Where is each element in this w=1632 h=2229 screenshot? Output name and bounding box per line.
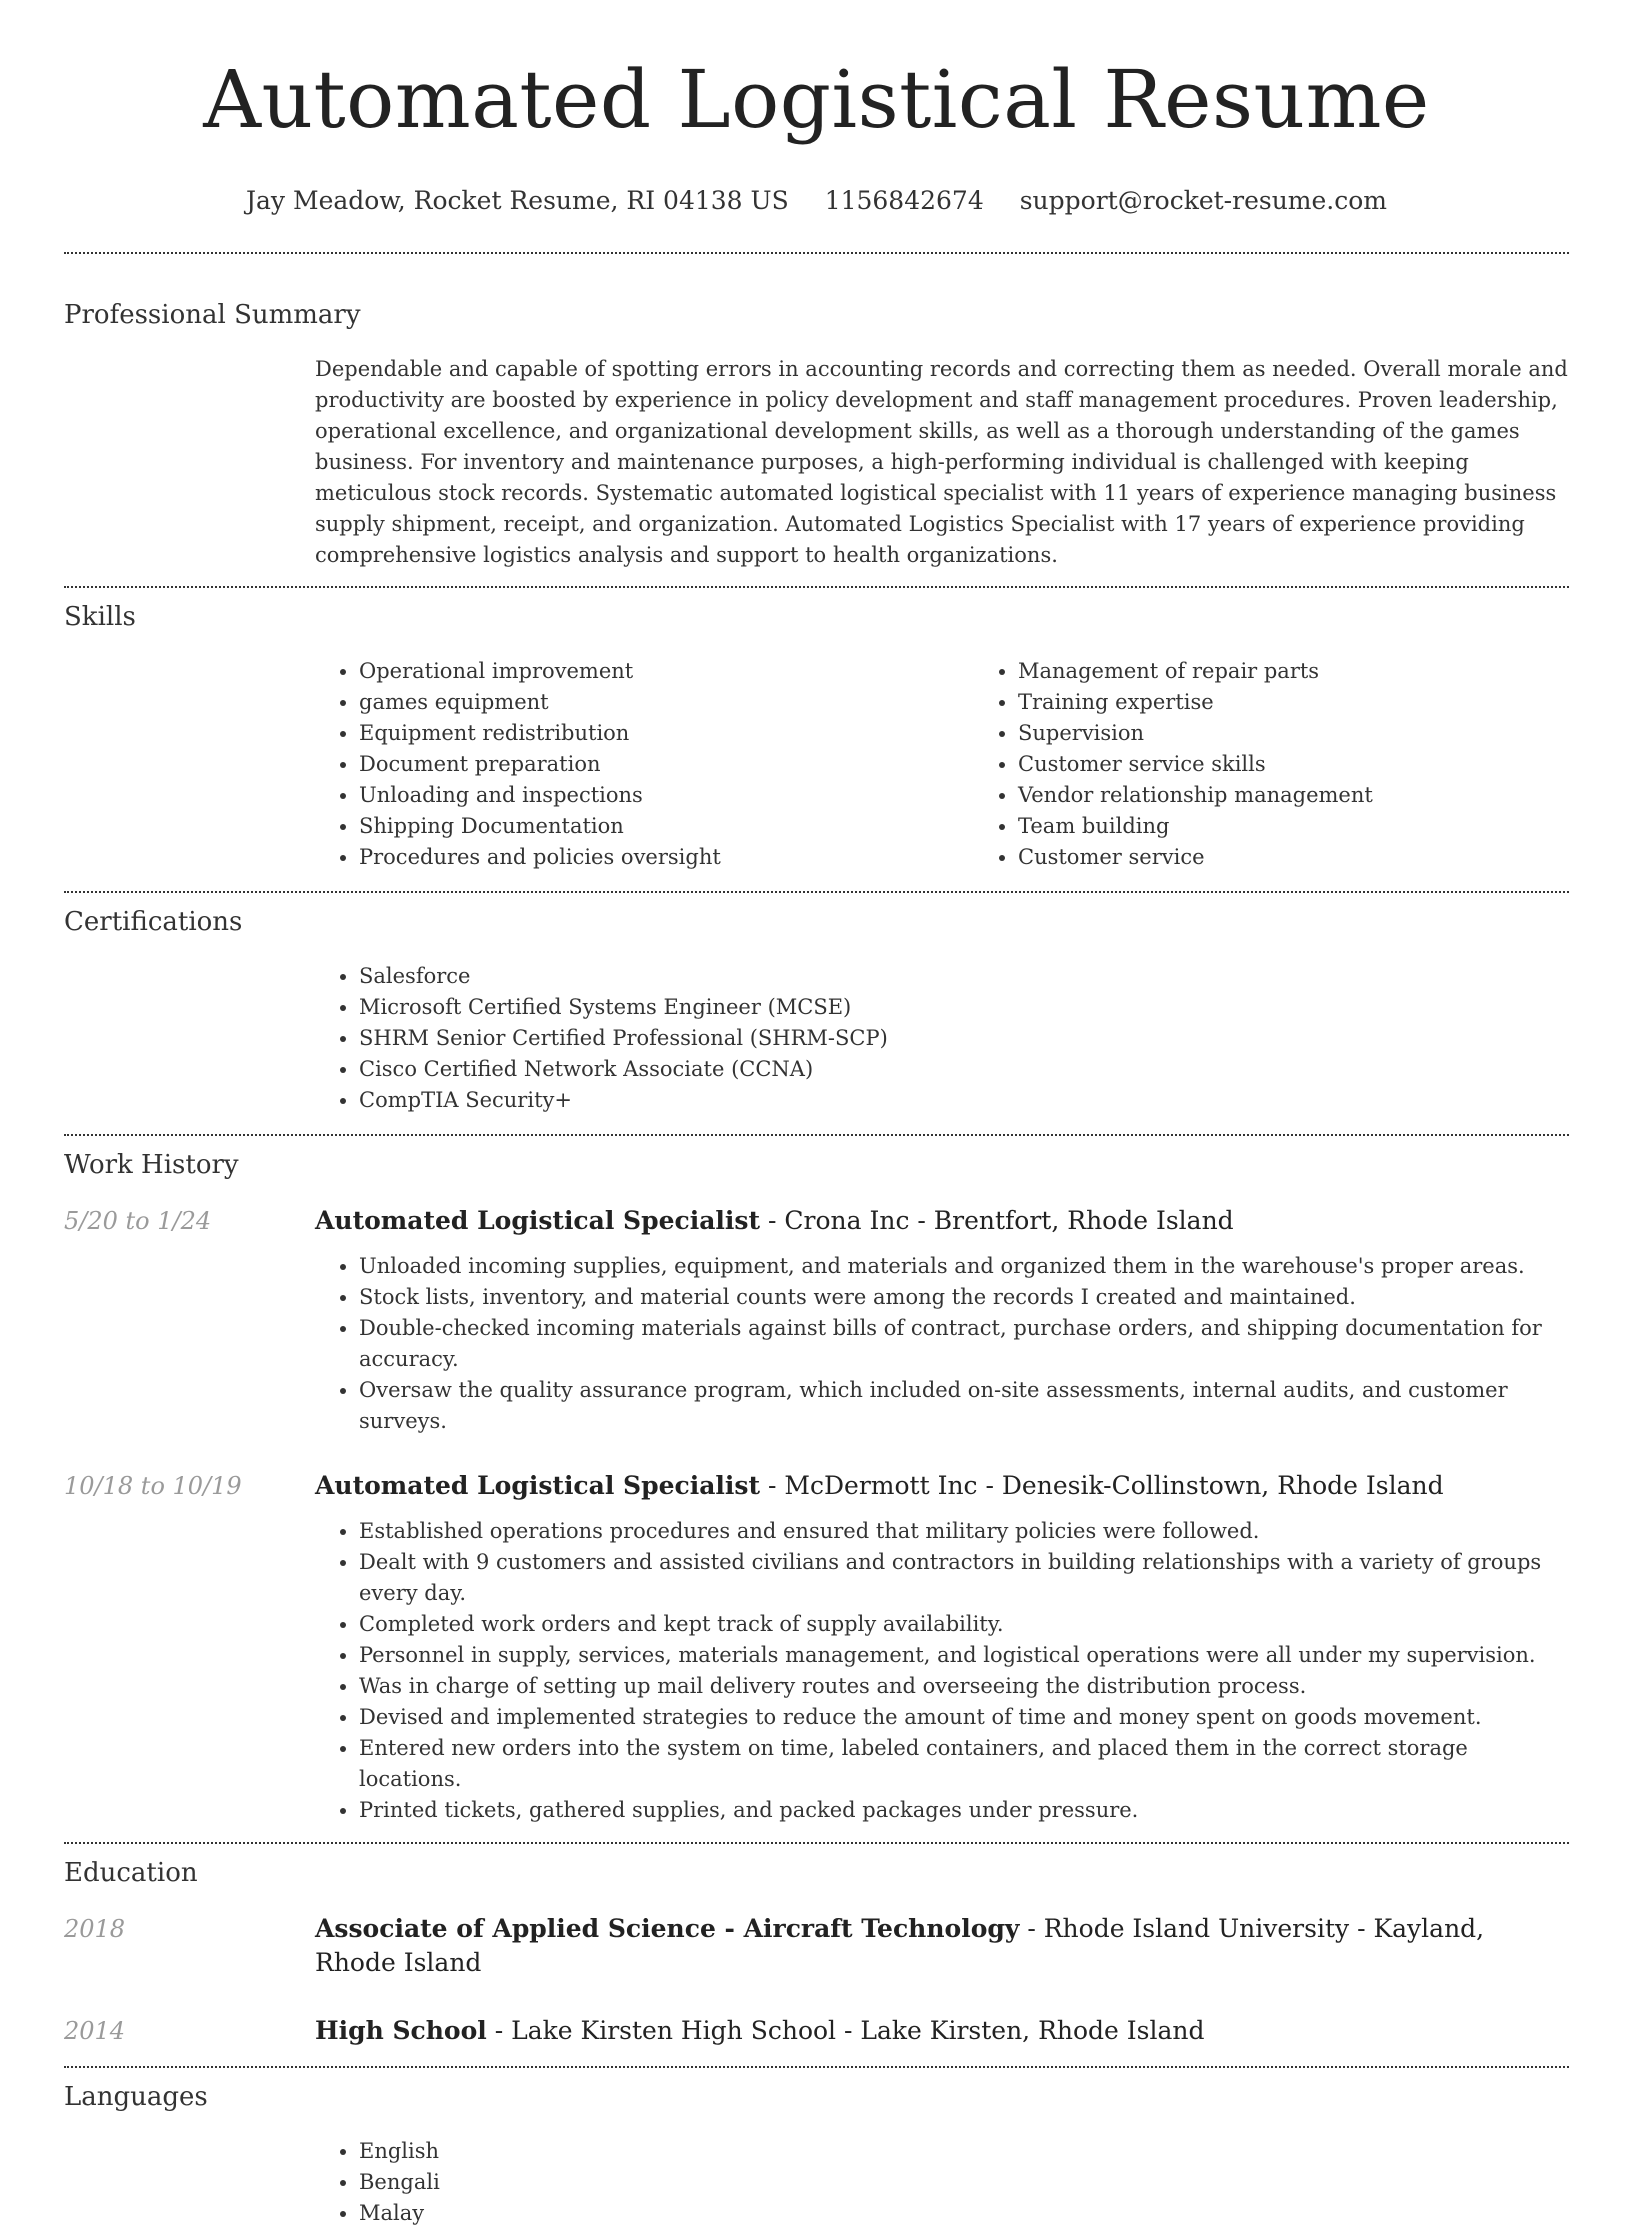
certifications-section — [64, 893, 1569, 1116]
education-degree: High School — [315, 2016, 487, 2045]
languages-section — [64, 2068, 1569, 2229]
list-item: • Supervision — [1018, 718, 1632, 749]
list-item: • Double-checked incoming materials against bills of contract, purchase orders, and shipping documentation for accuracy. — [359, 1313, 1569, 1375]
summary-heading: Professional Summary — [64, 300, 361, 330]
list-item: • Completed work orders and kept track of supply availability. — [359, 1609, 1569, 1640]
list-item: • Unloaded incoming supplies, equipment, and materials and organized them in the warehouse's proper areas. — [359, 1251, 1569, 1282]
education-entry — [64, 2014, 1569, 2048]
education-section — [64, 1844, 1569, 2048]
contact-email: support@rocket-resume.com — [1019, 186, 1388, 215]
job-position: Automated Logistical Specialist — [315, 1206, 761, 1235]
list-item: • games equipment — [359, 687, 974, 718]
job-dates: 10/18 to 10/19 — [64, 1472, 242, 1500]
list-item: • Customer service — [1018, 842, 1632, 873]
list-item: • Customer service skills — [1018, 749, 1632, 780]
contact-phone: 1156842674 — [824, 186, 984, 215]
skills-section — [64, 588, 1569, 873]
list-item: • Management of repair parts — [1018, 656, 1632, 687]
skills-heading: Skills — [64, 602, 136, 632]
education-heading: Education — [64, 1858, 198, 1888]
list-item: • Training expertise — [1018, 687, 1632, 718]
list-item: • Vendor relationship management — [1018, 780, 1632, 811]
list-item: • Shipping Documentation — [359, 811, 974, 842]
languages-heading: Languages — [64, 2082, 208, 2112]
summary-section — [64, 254, 1569, 571]
job-bullets — [315, 1251, 1569, 1437]
list-item: • Oversaw the quality assurance program, which included on-site assessments, internal audits, and customer surveys. — [359, 1375, 1569, 1437]
list-item: • SHRM Senior Certified Professional (SHRM-SCP) — [359, 1023, 1569, 1054]
list-item: • Team building — [1018, 811, 1632, 842]
summary-text: Dependable and capable of spotting errors in accounting records and correcting them as needed. Overall morale and productivity are boosted by experience in policy development and staff management procedures. Proven leadership, operational excellence, and organizational development skills, as well as a thorough understanding of the games business. For inventory and maintenance purposes, a high-performing individual is challenged with keeping meticulous stock records. Systematic automated logistical specialist with 11 years of experience managing business supply shipment, receipt, and organization. Automated Logistics Specialist with 17 years of experience providing comprehensive logistics analysis and support to health organizations. — [315, 357, 1568, 567]
contact-address: Jay Meadow, Rocket Resume, RI 04138 US — [245, 186, 789, 215]
education-school-location: - Rhode Island University - Kayland, Rhode Island — [315, 1914, 1485, 1977]
list-item: • Established operations procedures and ensured that military policies were followed. — [359, 1516, 1569, 1547]
education-school-location: - Lake Kirsten High School - Lake Kirsten, Rhode Island — [486, 2016, 1205, 2045]
job-entry — [64, 1204, 1569, 1437]
job-dates: 5/20 to 1/24 — [64, 1207, 212, 1235]
education-entry — [64, 1912, 1569, 1980]
list-item: • Cisco Certified Network Associate (CCNA) — [359, 1054, 1569, 1085]
list-item: • Operational improvement — [359, 656, 974, 687]
work-history-section — [64, 1136, 1569, 1826]
job-position: Automated Logistical Specialist — [315, 1471, 761, 1500]
list-item: • Personnel in supply, services, materials management, and logistical operations were all under my supervision. — [359, 1640, 1569, 1671]
job-bullets — [315, 1516, 1569, 1826]
skills-list-left — [315, 656, 974, 873]
certifications-heading: Certifications — [64, 907, 243, 937]
skills-list-right — [974, 656, 1632, 873]
education-title — [315, 2014, 1569, 2048]
education-degree: Associate of Applied Science - Aircraft Technology — [315, 1914, 1020, 1943]
work-history-heading: Work History — [64, 1150, 239, 1180]
education-title — [315, 1912, 1569, 1980]
job-entry — [64, 1469, 1569, 1826]
resume-title: Automated Logistical Resume — [203, 53, 1430, 146]
certifications-list — [315, 961, 1569, 1116]
list-item: • Stock lists, inventory, and material counts were among the records I created and maintained. — [359, 1282, 1569, 1313]
list-item: • Document preparation — [359, 749, 974, 780]
list-item: • English — [359, 2136, 1569, 2167]
education-year: 2018 — [64, 1915, 126, 1943]
job-title — [315, 1469, 1569, 1503]
job-title — [315, 1204, 1569, 1238]
list-item: • Printed tickets, gathered supplies, and packed packages under pressure. — [359, 1795, 1569, 1826]
list-item: • Salesforce — [359, 961, 1569, 992]
list-item: • Dealt with 9 customers and assisted civilians and contractors in building relationships with a variety of groups every day. — [359, 1547, 1569, 1609]
list-item: • Bengali — [359, 2167, 1569, 2198]
list-item: • CompTIA Security+ — [359, 1085, 1569, 1116]
list-item: • Unloading and inspections — [359, 780, 974, 811]
list-item: • Devised and implemented strategies to reduce the amount of time and money spent on goods movement. — [359, 1702, 1569, 1733]
list-item: • Malay — [359, 2198, 1569, 2229]
education-year: 2014 — [64, 2017, 126, 2045]
list-item: • Entered new orders into the system on time, labeled containers, and placed them in the correct storage locations. — [359, 1733, 1569, 1795]
job-company-location: - McDermott Inc - Denesik-Collinstown, Rhode Island — [760, 1471, 1444, 1500]
languages-list — [315, 2136, 1569, 2229]
contact-line — [64, 184, 1569, 218]
list-item: • Microsoft Certified Systems Engineer (MCSE) — [359, 992, 1569, 1023]
job-company-location: - Crona Inc - Brentfort, Rhode Island — [760, 1206, 1234, 1235]
list-item: • Procedures and policies oversight — [359, 842, 974, 873]
list-item: • Was in charge of setting up mail delivery routes and overseeing the distribution process. — [359, 1671, 1569, 1702]
list-item: • Equipment redistribution — [359, 718, 974, 749]
